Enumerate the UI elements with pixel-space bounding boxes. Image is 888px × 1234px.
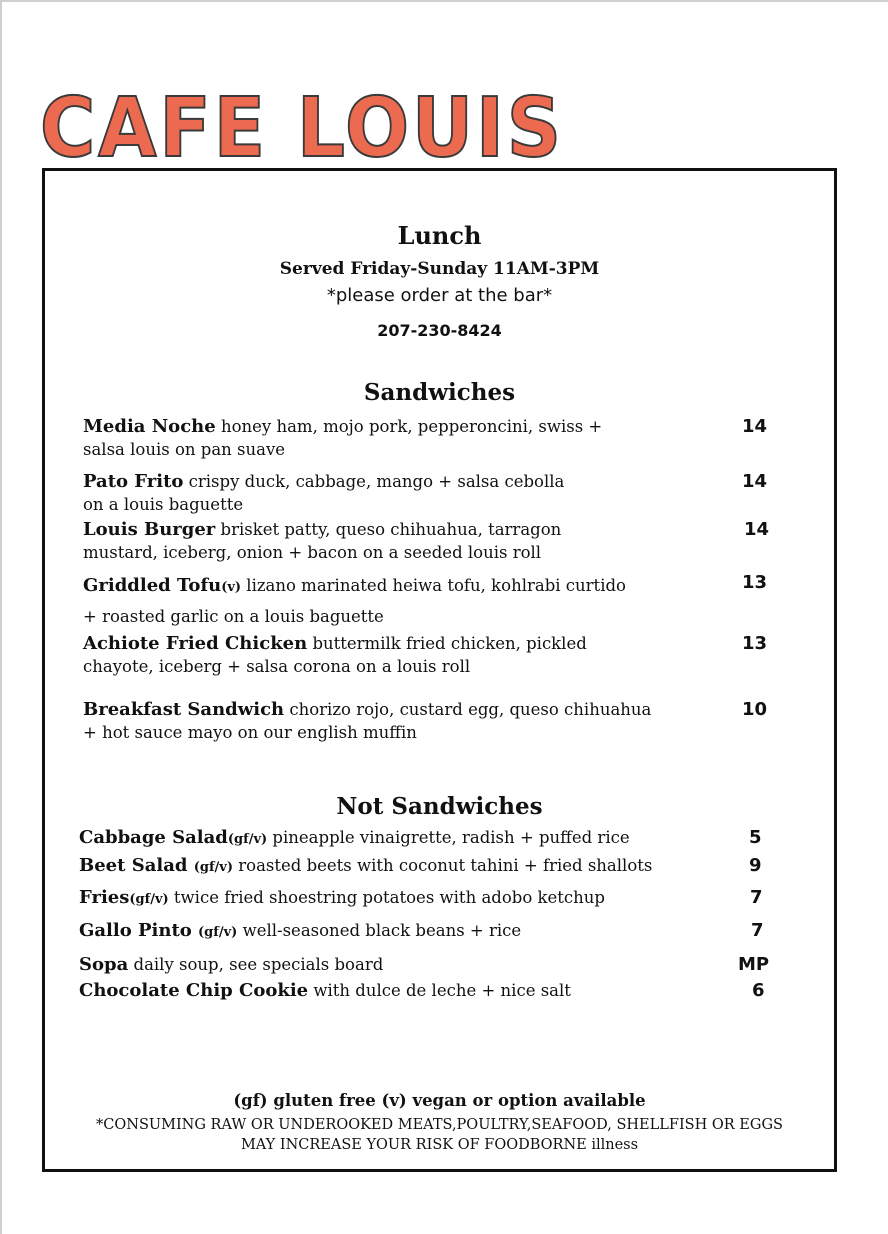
menu-title: Lunch (397, 221, 482, 250)
item-price: 14 (742, 416, 768, 437)
restaurant-logo: CAFE LOUIS (40, 81, 564, 176)
item-name: Achiote Fried Chicken (83, 633, 308, 654)
item-price: MP (738, 954, 770, 975)
item-name: Griddled Tofu (83, 575, 222, 596)
item-price: 9 (749, 855, 762, 876)
menu-item (79, 919, 769, 944)
service-hours: Served Friday-Sunday 11AM-3PM (279, 259, 600, 279)
item-description: honey ham, mojo pork, pepperoncini, swiss + (215, 417, 603, 436)
item-price: 7 (751, 920, 764, 941)
item-name: Fries (79, 887, 130, 908)
menu-item (79, 979, 769, 1002)
item-name: Beet Salad (79, 855, 194, 876)
item-price: 13 (742, 633, 768, 654)
menu-item (79, 886, 769, 911)
item-price: 14 (742, 471, 768, 492)
warning-line-2: MAY INCREASE YOUR RISK OF FOODBORNE illness (240, 1137, 639, 1153)
item-description: with dulce de leche + nice salt (308, 981, 571, 1000)
item-description: lizano marinated heiwa tofu, kohlrabi curtido (241, 576, 626, 595)
item-description: roasted beets with coconut tahini + fried shallots (233, 856, 653, 875)
food-safety-warning (45, 1115, 834, 1155)
item-price: 6 (752, 980, 765, 1001)
item-name: Breakfast Sandwich (83, 699, 285, 720)
menu-item (83, 632, 733, 678)
menu-item (83, 470, 733, 516)
menu-item (79, 826, 769, 851)
item-name: Cabbage Salad (79, 827, 228, 848)
diet-tag: (gf/v) (227, 832, 268, 847)
item-description-cont: on a louis baguette (83, 495, 244, 514)
item-price: 5 (749, 827, 762, 848)
menu-item (83, 571, 733, 631)
item-name: Chocolate Chip Cookie (79, 980, 309, 1001)
item-description: twice fried shoestring potatoes with adobo ketchup (168, 888, 605, 907)
item-description: crispy duck, cabbage, mango + salsa cebolla (183, 472, 565, 491)
item-description-cont: + hot sauce mayo on our english muffin (83, 723, 417, 742)
diet-tag: (v) (221, 580, 242, 595)
item-description: chorizo rojo, custard egg, queso chihuahua (284, 700, 652, 719)
warning-line-1: *CONSUMING RAW OR UNDEROOKED MEATS,POULTRY,SEAFOOD, SHELLFISH OR EGGS (96, 1117, 783, 1133)
item-description-cont: salsa louis on pan suave (83, 440, 286, 459)
item-name: Gallo Pinto (79, 920, 199, 941)
item-price: 14 (744, 519, 770, 540)
section-title-sandwiches: Sandwiches (363, 379, 516, 406)
diet-tag: (gf/v) (198, 925, 238, 940)
menu-item (79, 953, 769, 976)
dietary-legend: (gf) gluten free (v) vegan or option available (233, 1091, 646, 1110)
item-description-cont: mustard, iceberg, onion + bacon on a seeded louis roll (83, 543, 542, 562)
item-price: 10 (742, 699, 768, 720)
diet-tag: (gf/v) (193, 860, 234, 875)
item-description-cont: + roasted garlic on a louis baguette (83, 607, 384, 626)
menu-item (83, 415, 733, 461)
menu-item (79, 854, 769, 879)
menu-frame (42, 168, 837, 1172)
item-description: well-seasoned black beans + rice (237, 921, 522, 940)
item-name: Louis Burger (83, 519, 216, 540)
menu-item (83, 698, 733, 744)
item-description-cont: chayote, iceberg + salsa corona on a louis roll (83, 657, 471, 676)
menu-item (83, 518, 733, 564)
order-note: *please order at the bar* (326, 285, 553, 306)
item-description: pineapple vinaigrette, radish + puffed rice (267, 828, 630, 847)
item-name: Sopa (79, 954, 129, 975)
item-description: daily soup, see specials board (128, 955, 384, 974)
item-price: 7 (750, 887, 763, 908)
item-price: 13 (742, 572, 768, 593)
item-description: buttermilk fried chicken, pickled (307, 634, 587, 653)
item-name: Media Noche (83, 416, 216, 437)
diet-tag: (gf/v) (129, 892, 169, 907)
item-name: Pato Frito (83, 471, 184, 492)
section-title-not-sandwiches: Not Sandwiches (336, 793, 543, 820)
phone-number: 207-230-8424 (377, 321, 502, 340)
item-description: brisket patty, queso chihuahua, tarragon (215, 520, 562, 539)
